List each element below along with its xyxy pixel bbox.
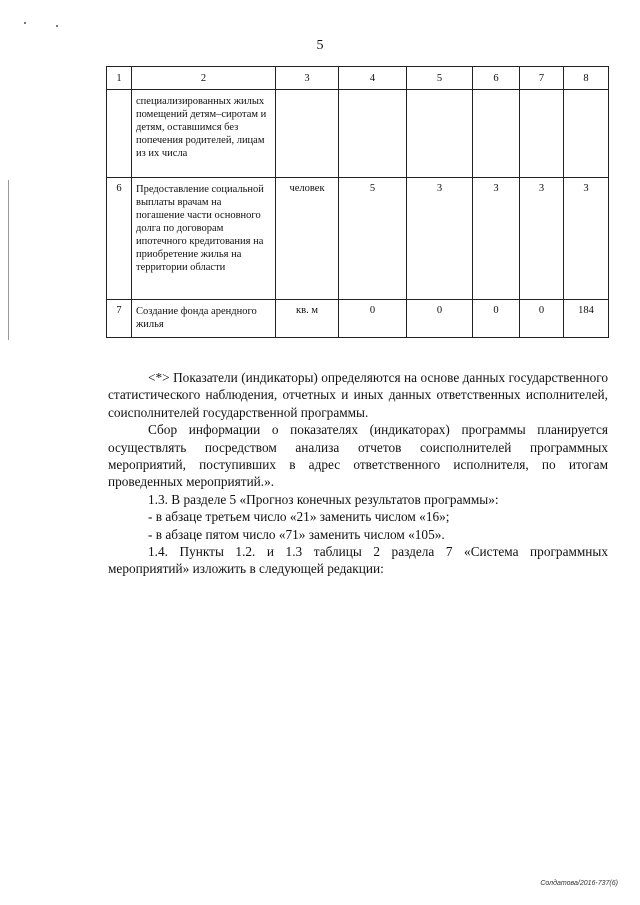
value-cell: 184 — [564, 300, 609, 338]
value-cell: 0 — [339, 300, 407, 338]
value-cell: 0 — [473, 300, 520, 338]
header-cell: 4 — [339, 67, 407, 90]
list-item: - в абзаце третьем число «21» заменить числом «16»; — [148, 509, 450, 525]
section-item-1-3: 1.3. В разделе 5 «Прогноз конечных результатов программы»: — [148, 491, 499, 507]
value-cell: 3 — [520, 178, 564, 300]
table-header-row — [107, 67, 609, 90]
body-text — [108, 369, 608, 578]
header-cell: 5 — [407, 67, 473, 90]
page-number: 5 — [316, 38, 324, 53]
document-footer-code: Солдатова/2016-737(6) — [540, 880, 618, 887]
header-cell: 8 — [564, 67, 609, 90]
scan-speck — [56, 25, 58, 27]
unit-cell — [276, 90, 339, 178]
value-cell: 0 — [407, 300, 473, 338]
indicator-name: Предоставление социальной выплаты врачам на погашение части основного долга по договорам ипотечного кредитования на приобретение жилья на территории области — [132, 178, 276, 300]
header-cell: 3 — [276, 67, 339, 90]
unit-cell: кв. м — [276, 300, 339, 338]
value-cell: 5 — [339, 178, 407, 300]
header-cell: 2 — [132, 67, 276, 90]
table-row — [107, 300, 609, 338]
row-number — [107, 90, 132, 178]
value-cell — [473, 90, 520, 178]
value-cell: 3 — [473, 178, 520, 300]
body-paragraph: Сбор информации о показателях (индикаторах) программы планируется осуществлять посредством анализа отчетов соисполнителей программных мероприятий, поступивших в адрес ответственного исполнителя, по итогам проведенных мероприятий.». — [108, 422, 608, 490]
value-cell: 3 — [407, 178, 473, 300]
value-cell — [407, 90, 473, 178]
header-cell: 6 — [473, 67, 520, 90]
value-cell — [520, 90, 564, 178]
header-cell: 7 — [520, 67, 564, 90]
scan-edge-mark — [8, 180, 9, 340]
table-row — [107, 90, 609, 178]
footnote-paragraph: <*> Показатели (индикаторы) определяются на основе данных государственного статистического наблюдения, отчетных и иных данных ответственных исполнителей, соисполнителей государственной программы. — [108, 370, 608, 420]
row-number: 6 — [107, 178, 132, 300]
unit-cell: человек — [276, 178, 339, 300]
indicators-table — [106, 66, 609, 338]
table-row — [107, 178, 609, 300]
list-item: - в абзаце пятом число «71» заменить числом «105». — [148, 526, 445, 542]
row-number: 7 — [107, 300, 132, 338]
indicator-name: Создание фонда арендного жилья — [132, 300, 276, 338]
scan-speck — [24, 22, 26, 24]
section-item-1-4: 1.4. Пункты 1.2. и 1.3 таблицы 2 раздела 7 «Система программных мероприятий» изложить в следующей редакции: — [108, 544, 608, 577]
value-cell: 3 — [564, 178, 609, 300]
value-cell: 0 — [520, 300, 564, 338]
value-cell — [339, 90, 407, 178]
value-cell — [564, 90, 609, 178]
indicator-name: специализированных жилых помещений детям–сиротам и детям, оставшимся без попечения родителей, лицам из их числа — [132, 90, 276, 178]
header-cell: 1 — [107, 67, 132, 90]
